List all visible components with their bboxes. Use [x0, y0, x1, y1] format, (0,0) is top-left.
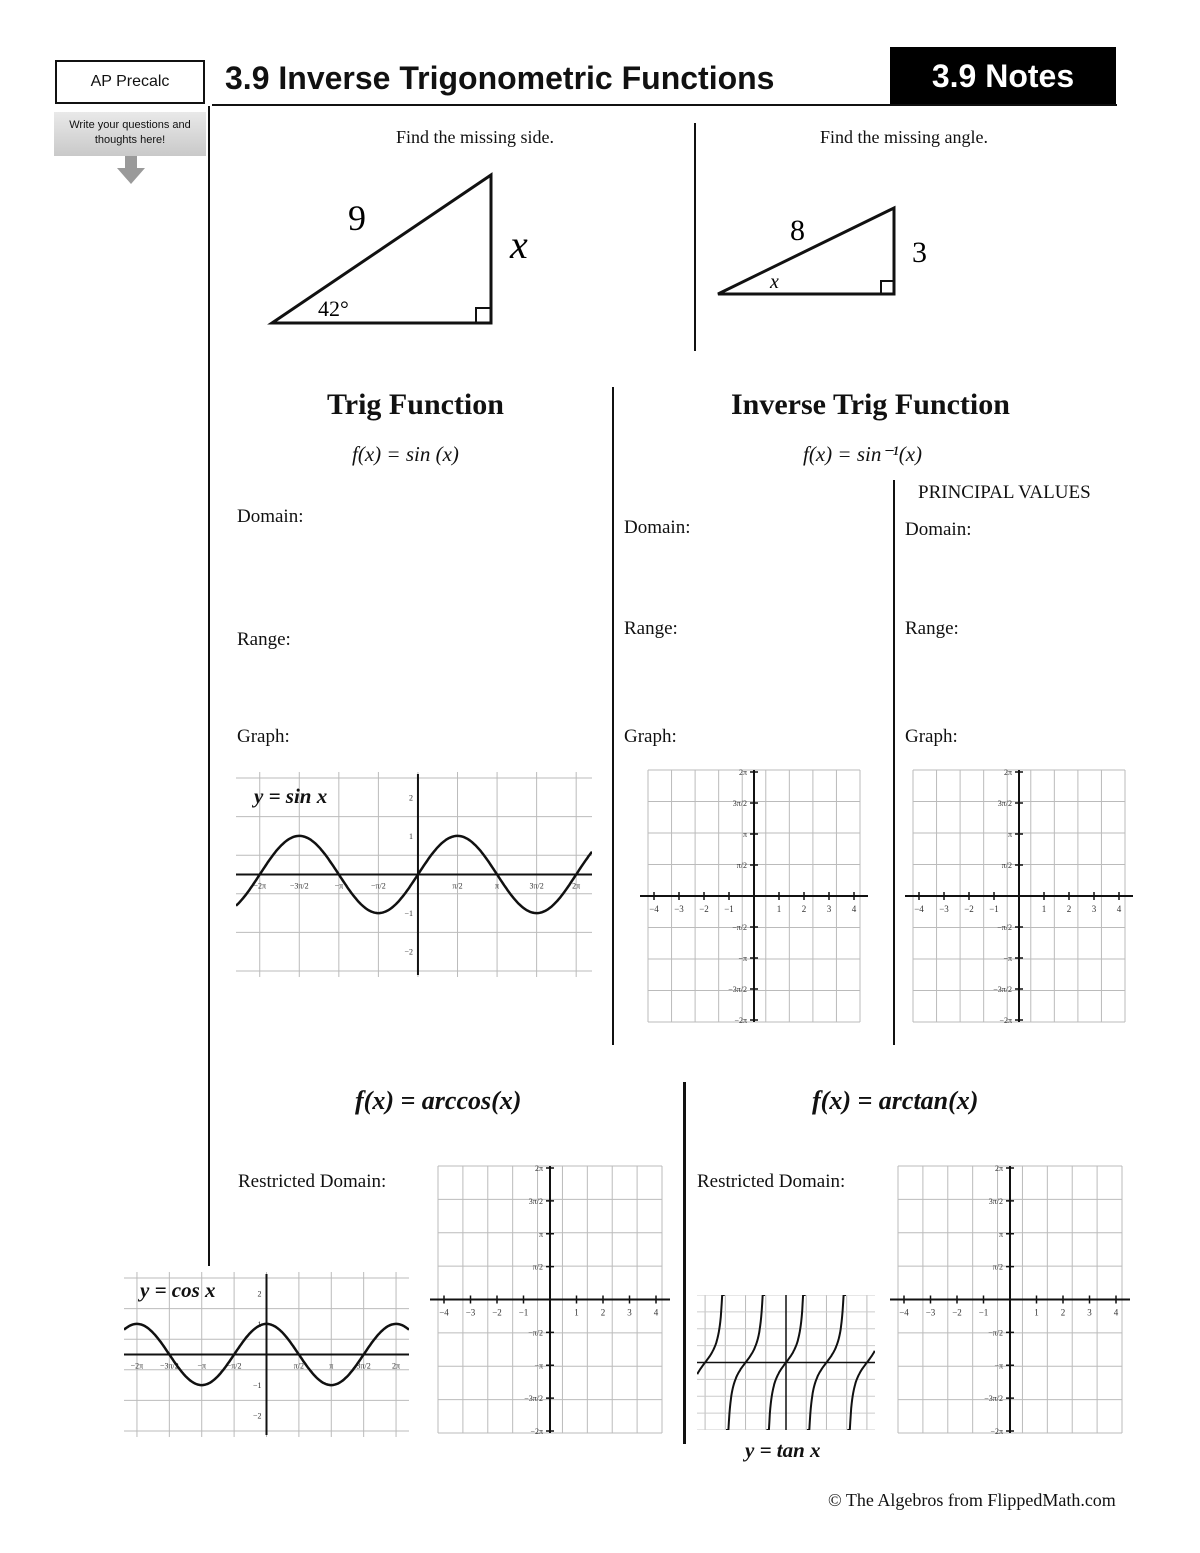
x-tick-label: 4	[1116, 904, 1122, 914]
x-tick-label: −4	[899, 1307, 909, 1318]
y-tick-label: −2π	[999, 1016, 1012, 1025]
principal-divider	[893, 480, 895, 1045]
x-tick-label: −2	[492, 1307, 502, 1318]
x-tick-label: 3	[1087, 1307, 1092, 1318]
inverse-formula: f(x) = sin⁻¹(x)	[803, 442, 923, 466]
x-tick-label: −π/2	[226, 1361, 242, 1371]
warmup-divider	[694, 123, 696, 351]
y-tick-label: −π/2	[732, 923, 747, 932]
trig-graph-label: Graph:	[237, 726, 290, 747]
x-tick-label: −π	[197, 1361, 207, 1371]
footer-credit: © The Algebros from FlippedMath.com	[828, 1490, 1116, 1510]
y-tick-label: 3π/2	[988, 1196, 1003, 1206]
y-tick-label: −π/2	[528, 1328, 543, 1338]
x-tick-label: −3	[925, 1307, 936, 1318]
margin-line	[208, 106, 210, 1266]
missing-angle-prompt: Find the missing angle.	[820, 127, 988, 147]
arccos-restricted-label: Restricted Domain:	[238, 1171, 387, 1192]
y-tick-label: 2π	[534, 1164, 543, 1173]
x-tick-label: 2	[600, 1307, 606, 1318]
x-tick-label: 2π	[572, 881, 581, 891]
x-tick-label: −1	[978, 1307, 989, 1318]
right-triangle-angle	[710, 198, 950, 303]
y-tick-label: −1	[252, 1381, 262, 1391]
principal-domain-label: Domain:	[905, 519, 972, 540]
x-tick-label: −2	[952, 1307, 962, 1318]
section-divider	[612, 387, 614, 1045]
x-tick-label: 4	[653, 1307, 659, 1318]
x-tick-label: 4	[851, 904, 857, 914]
y-tick-label: 3π/2	[732, 799, 747, 808]
principal-graph-label: Graph:	[905, 726, 958, 747]
y-tick-label: 1	[408, 831, 413, 841]
y-tick-label: −2	[252, 1411, 262, 1421]
x-tick-label: 3	[826, 904, 832, 914]
principal-sine-grid	[905, 762, 1133, 1030]
principal-range-label: Range:	[905, 618, 959, 639]
bottom-divider	[683, 1082, 686, 1444]
x-tick-label: −2π	[130, 1361, 144, 1371]
x-tick-label: 2π	[392, 1361, 401, 1371]
thoughts-callout: Write your questions and thoughts here!	[54, 112, 206, 156]
y-tick-label: −π/2	[988, 1328, 1003, 1338]
page-title: 3.9 Inverse Trigonometric Functions	[225, 60, 775, 96]
y-tick-label: π	[538, 1229, 543, 1239]
x-tick-label: 2	[1060, 1307, 1066, 1318]
hypotenuse-label: 9	[348, 198, 366, 238]
x-tick-label: 3π/2	[529, 881, 544, 891]
x-tick-label: π/2	[293, 1361, 305, 1371]
principal-values-label: PRINCIPAL VALUES	[918, 482, 1091, 503]
x-tick-label: −3	[465, 1307, 476, 1318]
sine-graph-title: y = sin x	[254, 784, 328, 808]
y-tick-label: π/2	[992, 1262, 1003, 1272]
x-tick-label: π	[495, 881, 500, 891]
inverse-range-label: Range:	[624, 618, 678, 639]
inverse-heading: Inverse Trig Function	[731, 388, 1010, 421]
arccos-formula: f(x) = arccos(x)	[355, 1086, 522, 1115]
x-tick-label: −π/2	[371, 881, 386, 891]
y-tick-label: 2π	[994, 1164, 1003, 1173]
x-tick-label: −1	[989, 904, 999, 914]
unknown-angle-label: x	[770, 271, 779, 293]
x-tick-label: 3	[1091, 904, 1097, 914]
x-tick-label: −2	[699, 904, 709, 914]
missing-side-prompt: Find the missing side.	[396, 127, 555, 147]
x-tick-label: −4	[439, 1307, 449, 1318]
y-tick-label: −2π	[990, 1427, 1003, 1436]
y-tick-label: π	[998, 1229, 1003, 1239]
y-tick-label: −π	[738, 954, 747, 963]
y-tick-label: −π	[994, 1361, 1003, 1371]
y-tick-label: −1	[404, 909, 413, 919]
y-tick-label: π/2	[736, 861, 747, 870]
x-tick-label: −3	[674, 904, 684, 914]
y-tick-label: −3π/2	[524, 1394, 543, 1404]
y-tick-label: −2π	[734, 1016, 747, 1025]
notes-badge: 3.9 Notes	[890, 47, 1116, 105]
arctan-formula: f(x) = arctan(x)	[812, 1086, 979, 1115]
title-underline	[212, 104, 1117, 106]
x-tick-label: 1	[1041, 904, 1047, 914]
y-tick-label: −3π/2	[993, 985, 1012, 994]
tangent-graph	[697, 1295, 875, 1430]
x-tick-label: π/2	[452, 881, 463, 891]
opposite-label: 3	[912, 236, 927, 269]
y-tick-label: −3π/2	[984, 1394, 1003, 1404]
hypotenuse-label: 8	[790, 214, 805, 247]
x-tick-label: 4	[1113, 1307, 1119, 1318]
x-tick-label: 3π/2	[356, 1361, 371, 1371]
x-tick-label: −2	[964, 904, 974, 914]
arccos-grid	[430, 1158, 670, 1441]
y-tick-label: −2	[404, 947, 413, 957]
tangent-graph-title: y = tan x	[745, 1438, 821, 1462]
y-tick-label: π/2	[1001, 861, 1012, 870]
y-tick-label: −π	[1003, 954, 1012, 963]
x-tick-label: 1	[776, 904, 782, 914]
right-triangle-side	[262, 168, 552, 333]
arctan-grid	[890, 1158, 1130, 1441]
y-tick-label: π	[1007, 830, 1012, 839]
y-tick-label: 2	[408, 793, 413, 803]
trig-heading: Trig Function	[327, 388, 504, 421]
x-tick-label: −4	[649, 904, 659, 914]
y-tick-label: 1	[257, 1319, 262, 1329]
x-tick-label: 3	[627, 1307, 632, 1318]
x-tick-label: −1	[518, 1307, 529, 1318]
y-tick-label: 3π/2	[528, 1196, 543, 1206]
inverse-domain-label: Domain:	[624, 517, 691, 538]
y-tick-label: 2	[257, 1289, 262, 1299]
y-tick-label: 2π	[1003, 768, 1012, 777]
arctan-restricted-label: Restricted Domain:	[697, 1171, 846, 1192]
angle-label: 42°	[318, 296, 349, 321]
down-arrow-icon	[115, 156, 147, 186]
y-tick-label: −2π	[530, 1427, 543, 1436]
x-tick-label: −1	[724, 904, 734, 914]
y-tick-label: π	[742, 830, 747, 839]
course-label: AP Precalc	[55, 60, 205, 104]
unknown-side-label: x	[510, 222, 528, 267]
x-tick-label: π	[329, 1361, 334, 1371]
x-tick-label: 1	[574, 1307, 579, 1318]
x-tick-label: −π	[334, 881, 344, 891]
y-tick-label: −π	[534, 1361, 543, 1371]
x-tick-label: 2	[1066, 904, 1072, 914]
inverse-sine-grid	[640, 762, 868, 1030]
y-tick-label: −π/2	[997, 923, 1012, 932]
x-tick-label: −3π/2	[289, 881, 309, 891]
trig-range-label: Range:	[237, 629, 291, 650]
x-tick-label: 1	[1034, 1307, 1039, 1318]
x-tick-label: −3	[939, 904, 949, 914]
y-tick-label: 3π/2	[997, 799, 1012, 808]
y-tick-label: 2π	[738, 768, 747, 777]
x-tick-label: −4	[914, 904, 924, 914]
y-tick-label: −3π/2	[728, 985, 747, 994]
x-tick-label: −2π	[253, 881, 267, 891]
y-tick-label: π/2	[532, 1262, 543, 1272]
trig-formula: f(x) = sin (x)	[352, 442, 459, 466]
cosine-graph-title: y = cos x	[140, 1278, 216, 1302]
inverse-graph-label: Graph:	[624, 726, 677, 747]
x-tick-label: −3π/2	[159, 1361, 179, 1371]
x-tick-label: 2	[801, 904, 807, 914]
trig-domain-label: Domain:	[237, 506, 304, 527]
